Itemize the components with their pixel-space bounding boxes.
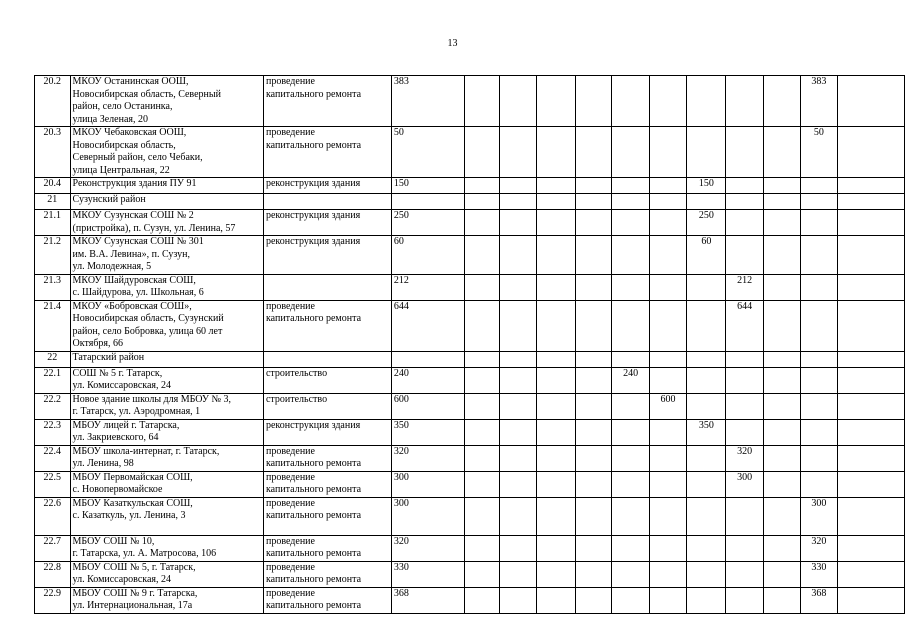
year-amount-cell [536,497,575,535]
year-amount-cell [536,419,575,445]
object-name: МКОУ Шайдуровская СОШ, с. Шайдурова, ул. Школьная, 6 [70,274,263,300]
year-amount-cell [575,127,612,178]
year-amount-cell [575,561,612,587]
year-amount-cell: 300 [800,497,837,535]
work-type: реконструкция здания [263,419,391,445]
total-amount: 350 [391,419,464,445]
total-amount: 300 [391,471,464,497]
year-amount-cell [464,127,499,178]
row-number: 22.1 [35,367,71,393]
year-amount-cell [499,497,536,535]
work-type: проведение капитального ремонта [263,561,391,587]
year-amount-cell [800,445,837,471]
work-type [263,351,391,367]
object-name: Новое здание школы для МБОУ № 3, г. Татарск, ул. Аэродромная, 1 [70,393,263,419]
total-amount [391,351,464,367]
year-amount-cell [536,535,575,561]
total-amount: 240 [391,367,464,393]
table-row [35,535,905,561]
year-amount-cell [612,194,649,210]
year-amount-cell [464,587,499,613]
year-amount-cell: 150 [687,178,726,194]
investment-table [34,75,905,614]
year-amount-cell [649,497,686,535]
row-number: 22.2 [35,393,71,419]
year-amount-cell [464,300,499,351]
year-amount-cell [649,194,686,210]
year-amount-cell [575,178,612,194]
year-amount-cell [536,587,575,613]
year-amount-cell [726,76,763,127]
year-amount-cell [464,236,499,275]
work-type: проведение капитального ремонта [263,535,391,561]
object-name: МБОУ СОШ № 5, г. Татарск, ул. Комиссаровская, 24 [70,561,263,587]
year-amount-cell [499,535,536,561]
year-amount-cell [687,535,726,561]
year-amount-cell [726,497,763,535]
year-amount-cell [687,587,726,613]
year-amount-cell [726,127,763,178]
year-amount-cell [687,300,726,351]
year-amount-cell [575,274,612,300]
object-name: МКОУ Сузунская СОШ № 2 (пристройка), п. Сузун, ул. Ленина, 57 [70,210,263,236]
year-amount-cell: 300 [726,471,763,497]
year-amount-cell: 383 [800,76,837,127]
total-amount: 50 [391,127,464,178]
year-amount-cell [464,561,499,587]
year-amount-cell [612,393,649,419]
year-amount-cell [763,178,800,194]
year-amount-cell: 368 [800,587,837,613]
year-amount-cell [726,587,763,613]
row-number: 20.4 [35,178,71,194]
year-amount-cell [536,471,575,497]
row-number: 21.2 [35,236,71,275]
year-amount-cell [612,274,649,300]
object-name: МБОУ школа-интернат, г. Татарск, ул. Ленина, 98 [70,445,263,471]
year-amount-cell [612,471,649,497]
work-type: проведение капитального ремонта [263,497,391,535]
year-amount-cell [464,419,499,445]
year-amount-cell: 50 [800,127,837,178]
year-amount-cell [838,351,905,367]
row-number: 21 [35,194,71,210]
table-row [35,445,905,471]
year-amount-cell [687,393,726,419]
year-amount-cell [575,471,612,497]
table-row [35,127,905,178]
total-amount: 330 [391,561,464,587]
year-amount-cell [800,419,837,445]
year-amount-cell [612,561,649,587]
year-amount-cell [499,76,536,127]
year-amount-cell [838,178,905,194]
year-amount-cell [499,561,536,587]
year-amount-cell [464,274,499,300]
table-row [35,367,905,393]
year-amount-cell [800,393,837,419]
year-amount-cell [575,497,612,535]
object-name: МБОУ СОШ № 10, г. Татарска, ул. А. Матросова, 106 [70,535,263,561]
year-amount-cell [687,127,726,178]
year-amount-cell [612,587,649,613]
year-amount-cell [726,535,763,561]
year-amount-cell [800,194,837,210]
year-amount-cell [763,76,800,127]
table-row [35,178,905,194]
year-amount-cell [838,471,905,497]
year-amount-cell [612,300,649,351]
year-amount-cell [763,351,800,367]
year-amount-cell [536,367,575,393]
row-number: 22 [35,351,71,367]
year-amount-cell [687,471,726,497]
row-number: 21.4 [35,300,71,351]
work-type: строительство [263,393,391,419]
row-number: 21.1 [35,210,71,236]
table-row [35,561,905,587]
year-amount-cell [726,419,763,445]
year-amount-cell: 320 [800,535,837,561]
year-amount-cell [536,178,575,194]
year-amount-cell [499,178,536,194]
year-amount-cell [464,367,499,393]
year-amount-cell [649,76,686,127]
year-amount-cell [575,393,612,419]
year-amount-cell [612,76,649,127]
year-amount-cell [499,236,536,275]
table-row [35,194,905,210]
row-number: 22.3 [35,419,71,445]
year-amount-cell [612,236,649,275]
year-amount-cell [499,367,536,393]
year-amount-cell [800,210,837,236]
object-name: Татарский район [70,351,263,367]
object-name: МБОУ Казаткульская СОШ, с. Казаткуль, ул. Ленина, 3 [70,497,263,535]
page-number: 13 [447,38,458,49]
year-amount-cell [763,561,800,587]
work-type: проведение капитального ремонта [263,76,391,127]
table-row [35,76,905,127]
year-amount-cell [763,367,800,393]
year-amount-cell [464,445,499,471]
table-row [35,274,905,300]
year-amount-cell [612,127,649,178]
year-amount-cell [763,535,800,561]
year-amount-cell [612,419,649,445]
year-amount-cell [800,300,837,351]
year-amount-cell: 350 [687,419,726,445]
year-amount-cell [536,194,575,210]
work-type: строительство [263,367,391,393]
total-amount: 212 [391,274,464,300]
year-amount-cell [536,300,575,351]
table-row [35,351,905,367]
work-type: реконструкция здания [263,236,391,275]
year-amount-cell: 320 [726,445,763,471]
row-number: 22.7 [35,535,71,561]
year-amount-cell [575,445,612,471]
table-row [35,393,905,419]
year-amount-cell [838,127,905,178]
year-amount-cell [763,393,800,419]
year-amount-cell [575,300,612,351]
year-amount-cell [499,300,536,351]
year-amount-cell: 240 [612,367,649,393]
year-amount-cell [649,535,686,561]
year-amount-cell [800,274,837,300]
year-amount-cell [649,367,686,393]
year-amount-cell [687,561,726,587]
year-amount-cell: 600 [649,393,686,419]
row-number: 22.5 [35,471,71,497]
year-amount-cell [575,236,612,275]
year-amount-cell [612,445,649,471]
year-amount-cell [499,445,536,471]
year-amount-cell [838,587,905,613]
table-row [35,497,905,535]
total-amount: 250 [391,210,464,236]
year-amount-cell [838,300,905,351]
year-amount-cell [726,178,763,194]
year-amount-cell [687,497,726,535]
year-amount-cell [536,76,575,127]
year-amount-cell [649,210,686,236]
year-amount-cell [838,497,905,535]
year-amount-cell [649,127,686,178]
year-amount-cell: 330 [800,561,837,587]
work-type: реконструкция здания [263,178,391,194]
year-amount-cell [649,445,686,471]
object-name: МКОУ Останинская ООШ, Новосибирская область, Северный район, село Останинка, улица Зеленая, 20 [70,76,263,127]
year-amount-cell [763,236,800,275]
year-amount-cell [612,351,649,367]
year-amount-cell [838,535,905,561]
year-amount-cell [800,471,837,497]
work-type: проведение капитального ремонта [263,587,391,613]
year-amount-cell [838,445,905,471]
year-amount-cell [838,419,905,445]
year-amount-cell [687,274,726,300]
row-number: 22.9 [35,587,71,613]
year-amount-cell [649,236,686,275]
year-amount-cell [536,210,575,236]
year-amount-cell [499,351,536,367]
table-row [35,210,905,236]
object-name: СОШ № 5 г. Татарск, ул. Комиссаровская, 24 [70,367,263,393]
year-amount-cell [838,236,905,275]
work-type [263,194,391,210]
year-amount-cell: 60 [687,236,726,275]
total-amount: 368 [391,587,464,613]
year-amount-cell [612,178,649,194]
object-name: МБОУ СОШ № 9 г. Татарска, ул. Интернациональная, 17а [70,587,263,613]
row-number: 22.6 [35,497,71,535]
year-amount-cell [838,393,905,419]
year-amount-cell [800,367,837,393]
total-amount: 383 [391,76,464,127]
total-amount: 320 [391,535,464,561]
row-number: 22.4 [35,445,71,471]
total-amount: 60 [391,236,464,275]
year-amount-cell [726,561,763,587]
year-amount-cell [464,76,499,127]
year-amount-cell: 644 [726,300,763,351]
year-amount-cell [575,210,612,236]
object-name: МБОУ Первомайская СОШ, с. Новопервомайское [70,471,263,497]
year-amount-cell [687,76,726,127]
year-amount-cell [763,274,800,300]
year-amount-cell [838,210,905,236]
year-amount-cell [763,497,800,535]
year-amount-cell [464,471,499,497]
year-amount-cell [763,419,800,445]
year-amount-cell [649,351,686,367]
year-amount-cell [464,535,499,561]
year-amount-cell [536,445,575,471]
year-amount-cell [649,274,686,300]
year-amount-cell [499,419,536,445]
object-name: МКОУ «Бобровская СОШ», Новосибирская область, Сузунский район, село Бобровка, улица 60 лет Октября, 66 [70,300,263,351]
year-amount-cell [612,535,649,561]
year-amount-cell [575,419,612,445]
year-amount-cell [575,367,612,393]
year-amount-cell [536,561,575,587]
year-amount-cell [536,127,575,178]
total-amount: 300 [391,497,464,535]
year-amount-cell [499,127,536,178]
year-amount-cell [763,127,800,178]
total-amount: 320 [391,445,464,471]
year-amount-cell [612,210,649,236]
object-name: МБОУ лицей г. Татарска, ул. Закриевского, 64 [70,419,263,445]
year-amount-cell [726,351,763,367]
year-amount-cell [464,210,499,236]
table-row [35,300,905,351]
object-name: МКОУ Сузунская СОШ № 301 им. В.А. Левина», п. Сузун, ул. Молодежная, 5 [70,236,263,275]
year-amount-cell [763,194,800,210]
year-amount-cell [649,471,686,497]
year-amount-cell [499,210,536,236]
year-amount-cell [800,178,837,194]
year-amount-cell [575,76,612,127]
work-type: проведение капитального ремонта [263,471,391,497]
year-amount-cell [464,497,499,535]
year-amount-cell [612,497,649,535]
row-number: 21.3 [35,274,71,300]
total-amount: 644 [391,300,464,351]
year-amount-cell [726,393,763,419]
year-amount-cell [726,367,763,393]
year-amount-cell [464,393,499,419]
year-amount-cell [575,587,612,613]
year-amount-cell [800,351,837,367]
table-row [35,587,905,613]
year-amount-cell [536,274,575,300]
work-type: проведение капитального ремонта [263,300,391,351]
work-type: проведение капитального ремонта [263,127,391,178]
year-amount-cell [726,194,763,210]
year-amount-cell [800,236,837,275]
year-amount-cell [838,274,905,300]
year-amount-cell [726,210,763,236]
year-amount-cell [499,393,536,419]
row-number: 20.2 [35,76,71,127]
year-amount-cell [838,76,905,127]
year-amount-cell [763,587,800,613]
total-amount [391,194,464,210]
year-amount-cell [464,194,499,210]
year-amount-cell [499,587,536,613]
year-amount-cell [763,471,800,497]
year-amount-cell [536,351,575,367]
work-type: реконструкция здания [263,210,391,236]
row-number: 20.3 [35,127,71,178]
table-row [35,471,905,497]
year-amount-cell [499,471,536,497]
object-name: Сузунский район [70,194,263,210]
year-amount-cell [763,445,800,471]
table-row [35,419,905,445]
year-amount-cell [763,300,800,351]
year-amount-cell [763,210,800,236]
year-amount-cell: 250 [687,210,726,236]
year-amount-cell: 212 [726,274,763,300]
year-amount-cell [649,561,686,587]
table-row [35,236,905,275]
year-amount-cell [575,351,612,367]
year-amount-cell [649,178,686,194]
object-name: Реконструкция здания ПУ 91 [70,178,263,194]
year-amount-cell [649,300,686,351]
year-amount-cell [464,178,499,194]
year-amount-cell [838,561,905,587]
year-amount-cell [499,194,536,210]
year-amount-cell [687,194,726,210]
year-amount-cell [575,535,612,561]
row-number: 22.8 [35,561,71,587]
total-amount: 600 [391,393,464,419]
year-amount-cell [838,367,905,393]
year-amount-cell [687,351,726,367]
year-amount-cell [687,445,726,471]
year-amount-cell [649,419,686,445]
year-amount-cell [536,393,575,419]
year-amount-cell [726,236,763,275]
year-amount-cell [838,194,905,210]
year-amount-cell [687,367,726,393]
object-name: МКОУ Чебаковская ООШ, Новосибирская область, Северный район, село Чебаки, улица Центральная, 22 [70,127,263,178]
total-amount: 150 [391,178,464,194]
year-amount-cell [575,194,612,210]
year-amount-cell [499,274,536,300]
year-amount-cell [464,351,499,367]
work-type [263,274,391,300]
work-type: проведение капитального ремонта [263,445,391,471]
year-amount-cell [536,236,575,275]
year-amount-cell [649,587,686,613]
